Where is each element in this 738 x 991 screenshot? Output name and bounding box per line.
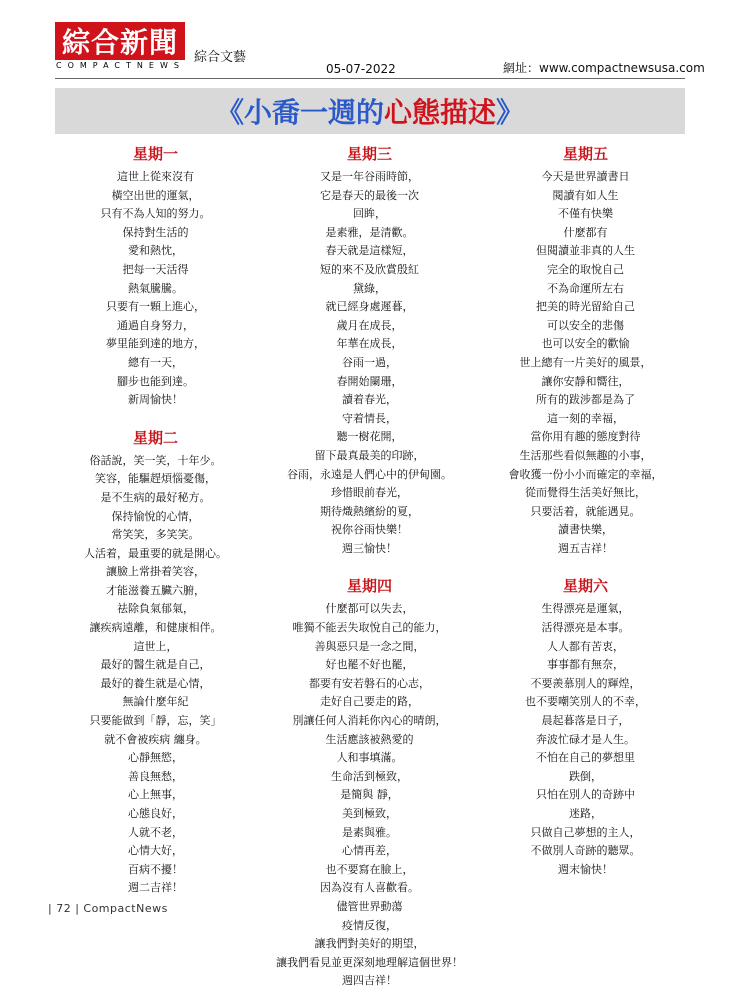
verse-line: 人活着，最重要的就是開心。 [84, 546, 227, 560]
verse-line: 完全的取悅自己 [547, 262, 624, 276]
verse-line: 心情再差， [342, 844, 397, 858]
newspaper-logo: 綜合新聞 [55, 22, 185, 60]
verse-line: 讓我們對美好的期望， [314, 937, 425, 951]
verse-line: 回眸， [353, 207, 386, 221]
verse-line: 人就不老， [128, 825, 183, 839]
verse-line: 都要有安若磐石的心志， [309, 676, 430, 690]
verse-line: 讀書快樂， [558, 523, 613, 537]
day-heading: 星期五 [562, 145, 608, 163]
verse-line: 美到極致， [342, 807, 397, 820]
verse-line: 不要羨慕別人的輝煌， [530, 676, 641, 690]
verse-line: 祛除負氣郁氣， [117, 602, 194, 616]
article-title [216, 91, 524, 131]
section-gap [262, 558, 477, 576]
page-footer: | 72 | CompactNews [48, 902, 168, 915]
verse-line: 只有不為人知的努力。 [100, 207, 211, 221]
column-1 [48, 144, 263, 898]
verse-line: 不做別人奇跡的聽眾。 [530, 844, 641, 858]
section-name: 綜合文藝 [194, 50, 247, 65]
verse-line: 祝你谷雨快樂！ [331, 523, 408, 537]
verse-line: 善與惡只是一念之間， [314, 639, 425, 653]
verse-line: 讓我們看見並更深刻地理解這個世界！ [276, 955, 463, 969]
verse-line: 奔波忙碌才是人生。 [536, 732, 635, 746]
verse-line: 讓你安靜和嚮往， [541, 374, 630, 388]
day-heading: 星期一 [132, 145, 178, 163]
verse-line: 期待熾熱繽紛的夏， [320, 504, 419, 518]
verse-line: 俗話說，笑一笑，十年少。 [89, 453, 222, 467]
verse-line: 這一刻的幸福， [547, 411, 624, 425]
verse-line: 週末愉快！ [558, 862, 613, 876]
verse-line: 愛和熱忱， [128, 244, 183, 258]
verse-line: 保持愉悅的心情， [111, 509, 200, 523]
header-divider [55, 78, 685, 79]
verse-line: 週四吉祥！ [342, 974, 397, 988]
verse-line: 週三愉快！ [342, 541, 397, 555]
verse-line: 晨起暮落是日子， [541, 714, 630, 728]
verse-line: 聽一樹花開， [336, 430, 403, 444]
verse-line: 是素與雅。 [342, 825, 397, 839]
verse-line: 最好的醫生就是自己， [100, 658, 211, 672]
verse-line: 笑容，能驅趕煩惱憂傷， [95, 472, 216, 486]
verse-line: 心上無事， [128, 788, 183, 802]
verse-line: 跌倒， [569, 769, 602, 783]
verse-line: 什麼都有 [563, 225, 608, 239]
verse-line: 這世上， [133, 639, 178, 653]
verse-line: 讀着春光， [342, 393, 397, 407]
verse-line: 生命活到極致， [331, 769, 408, 783]
verse-line: 會收獲一份小小而確定的幸福， [508, 467, 663, 481]
verse-line: 它是春天的最後一次 [320, 188, 419, 202]
verse-line: 活得漂亮是本事。 [541, 621, 630, 635]
verse-line: 總有一天， [128, 355, 183, 369]
verse-line: 只怕在別人的奇跡中 [536, 788, 635, 802]
verse-line: 守着情長， [342, 411, 397, 425]
verse-line: 最好的養生就是心情， [100, 676, 211, 690]
column-3 [478, 144, 693, 879]
verse-line: 百病不擾！ [128, 862, 183, 876]
section-gap [478, 558, 693, 576]
verse-line: 夢里能到達的地方， [106, 337, 205, 351]
verse-line: 只要活着，就能遇見。 [530, 504, 641, 518]
verse-line: 心情大好， [128, 844, 183, 858]
verse-line: 不怕在自己的夢想里 [536, 751, 635, 765]
section-gap [48, 410, 263, 428]
verse-line: 年華在成長， [336, 337, 403, 351]
verse-line: 是素雅，是清歡。 [325, 225, 414, 239]
verse-line: 是不生病的最好秘方。 [100, 490, 211, 504]
verse-line: 可以安全的悲傷 [547, 318, 624, 332]
verse-line: 儘管世界動蕩 [336, 899, 403, 913]
verse-line: 疫情反復， [342, 918, 397, 932]
verse-line: 生活應該被熱愛的 [325, 732, 414, 746]
title-highlight: 心態描述 [383, 96, 496, 129]
verse-line: 春天就是這樣短， [325, 244, 414, 258]
verse-line: 通過自身努力， [117, 318, 194, 332]
issue-date: 05-07-2022 [326, 62, 396, 76]
verse-line: 只要有一顆上進心， [106, 300, 205, 314]
title-part-2: 》 [496, 96, 525, 129]
verse-line: 無論什麼年紀 [122, 695, 189, 709]
verse-line: 週二吉祥！ [128, 881, 183, 895]
verse-line: 因為沒有人喜歡看。 [320, 881, 419, 895]
masthead [0, 0, 738, 90]
verse-line: 今天是世界讀書日 [541, 170, 630, 183]
verse-line: 新周愉快！ [128, 393, 183, 407]
verse-line: 就不會被疾病 纏身。 [104, 732, 207, 746]
verse-line: 只做自己夢想的主人， [530, 825, 641, 839]
verse-line: 不僅有快樂 [558, 207, 613, 221]
verse-line: 也可以安全的歡愉 [541, 337, 630, 351]
verse-line: 唯獨不能丟失取悅自己的能力， [292, 621, 447, 635]
verse-line: 谷雨，永遠是人們心中的伊甸園。 [287, 467, 452, 481]
verse-line: 熱氣騰騰。 [128, 281, 183, 295]
verse-line: 谷雨一過， [342, 355, 397, 369]
verse-line: 生得漂亮是運氣， [541, 602, 630, 616]
verse-line: 把每一天活得 [122, 262, 189, 276]
verse-line: 又是一年谷雨時節， [320, 170, 419, 183]
verse-line: 什麼都可以失去， [325, 602, 414, 616]
verse-line: 當你用有趣的態度對待 [530, 430, 641, 444]
verse-line: 週五吉祥！ [558, 541, 613, 555]
verse-line: 珍惜眼前春光， [331, 486, 408, 500]
verse-line: 就已經身處遲暮， [325, 300, 414, 314]
day-heading: 星期二 [132, 428, 178, 447]
column-2 [262, 144, 477, 991]
verse-line: 但閱讀並非真的人生 [536, 244, 635, 258]
verse-line: 留下最真最美的印跡， [314, 448, 425, 462]
url-label: 網址： [503, 61, 540, 75]
verse-line: 從而覺得生活美好無比， [525, 486, 646, 500]
day-heading: 星期三 [346, 145, 392, 163]
verse-line: 走好自己要走的路， [320, 695, 419, 709]
verse-line: 只要能做到「靜，忘，笑」 [89, 714, 222, 728]
verse-line: 世上總有一片美好的風景， [519, 355, 652, 369]
verse-line: 迷路， [569, 807, 602, 820]
verse-line: 也不要寫在臉上， [325, 862, 414, 876]
verse-line: 橫空出世的運氣， [111, 188, 200, 202]
verse-line: 把美的時光留給自己 [536, 300, 635, 314]
verse-line: 閱讀有如人生 [552, 188, 619, 202]
verse-line: 黛綠， [353, 281, 386, 295]
day-heading: 星期六 [562, 577, 608, 596]
verse-line: 好也罷不好也罷， [325, 658, 414, 672]
verse-line: 才能滋養五臟六腑， [106, 583, 205, 597]
verse-line: 是簡與 靜， [340, 788, 399, 802]
url-value: www.compactnewsusa.com [539, 61, 705, 75]
verse-line: 讓疾病遠離，和健康相伴。 [89, 621, 222, 635]
site-url [503, 59, 705, 76]
verse-line: 常笑笑，多笑笑。 [111, 528, 200, 542]
verse-line: 讓臉上常掛着笑容， [106, 565, 205, 579]
verse-line: 心靜無慾， [128, 751, 183, 765]
verse-line: 人人都有苦衷， [547, 639, 624, 653]
verse-line: 也不要嘲笑別人的不幸， [525, 695, 646, 709]
verse-line: 心態良好， [128, 807, 183, 820]
verse-line: 生活那些看似無趣的小事， [519, 448, 652, 462]
verse-line: 腳步也能到達。 [117, 374, 194, 388]
verse-line: 歲月在成長， [336, 318, 403, 332]
logo-subtitle: COMPACTNEWS [56, 61, 185, 70]
title-part-1: 《小喬一週的 [215, 96, 384, 129]
verse-line: 短的來不及欣賞殷紅 [320, 262, 419, 276]
verse-line: 所有的跋涉都是為了 [536, 393, 635, 407]
day-heading: 星期四 [346, 577, 392, 596]
verse-line: 別讓任何人消耗你內心的晴朗， [292, 714, 447, 728]
verse-line: 不為命運所左右 [547, 281, 624, 295]
verse-line: 事事都有無奈， [547, 658, 624, 672]
verse-line: 春開始闌珊， [336, 374, 403, 388]
verse-line: 人和事填滿。 [336, 751, 403, 765]
article-title-band [55, 88, 685, 134]
verse-line: 保持對生活的 [122, 225, 189, 239]
verse-line: 善良無愁， [128, 769, 183, 783]
verse-line: 這世上從來沒有 [117, 170, 194, 183]
